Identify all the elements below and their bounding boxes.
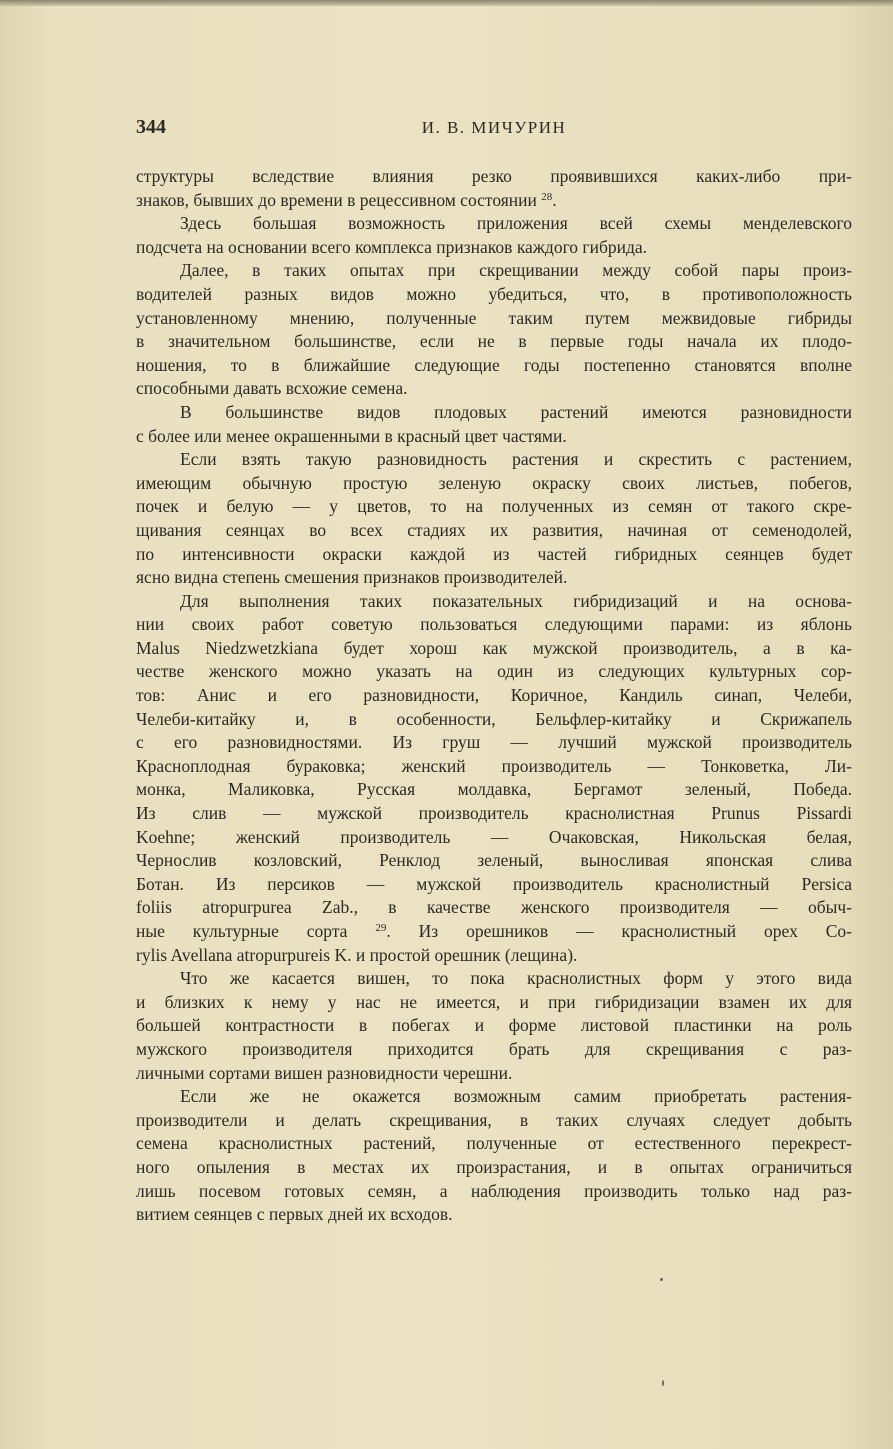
line-text: монка, Маликовка, Русская молдавка, Бергамот зеленый, Победа. <box>136 779 852 800</box>
text-line <box>136 165 852 189</box>
text-line <box>136 1085 852 1109</box>
text-line <box>136 307 852 331</box>
line-text: водителей разных видов можно убедиться, что, в противоположность <box>136 283 852 304</box>
text-line <box>136 283 852 307</box>
text-line <box>136 1038 852 1062</box>
text-line <box>136 1132 852 1156</box>
print-speck <box>660 1278 663 1281</box>
line-text: rylis Avellana atropurpureis K. и простой орешник (лещина). <box>136 944 578 965</box>
footnote-ref: 28 <box>541 190 553 203</box>
text-line <box>136 236 852 260</box>
text-line <box>136 708 852 732</box>
line-text: Челеби-китайку и, в особенности, Бельфлер-китайку и Скрижапель <box>136 708 852 729</box>
text-line <box>136 425 852 449</box>
text-line <box>136 660 852 684</box>
text-line <box>136 896 852 920</box>
text-line <box>136 495 852 519</box>
line-text: витием сеянцев с первых дней их всходов. <box>136 1204 453 1225</box>
text-line <box>136 1109 852 1133</box>
line-text: лишь посевом готовых семян, а наблюдения производить только над раз- <box>136 1180 852 1201</box>
text-line <box>136 566 852 590</box>
text-line <box>136 519 852 543</box>
line-text: Что же касается вишен, то пока краснолистных форм у этого вида <box>180 968 852 989</box>
line-text: ясно видна степень смешения признаков производителей. <box>136 567 568 588</box>
text-line <box>136 967 852 991</box>
text-line <box>136 212 852 236</box>
text-line <box>136 944 852 968</box>
text-line <box>136 259 852 283</box>
text-line <box>136 590 852 614</box>
text-line <box>136 1156 852 1180</box>
page-top-edge <box>0 0 893 6</box>
line-text: мужского производителя приходится брать для скрещивания с раз- <box>136 1038 852 1059</box>
text-line <box>136 613 852 637</box>
line-text: почек и белую — у цветов, то на полученных из семян от такого скре- <box>136 496 852 517</box>
running-title: И. В. МИЧУРИН <box>421 118 567 137</box>
line-text: по интенсивности окраски каждой из частей гибридных сеянцев будет <box>136 543 852 564</box>
text-line <box>136 778 852 802</box>
line-text: способными давать всхожие семена. <box>136 378 408 399</box>
text-line <box>136 1203 852 1227</box>
line-text: честве женского можно указать на один из следующих культурных сор- <box>136 661 852 682</box>
line-text: Если взять такую разновидность растения и скрестить с растением, <box>180 449 852 470</box>
line-text: установленному мнению, полученные таким путем межвидовые гибриды <box>136 307 852 328</box>
line-text: нии своих работ советую пользоваться следующими парами: из яблонь <box>136 614 852 635</box>
text-line <box>136 755 852 779</box>
print-speck <box>662 1380 664 1386</box>
text-line <box>136 849 852 873</box>
line-text: Здесь большая возможность приложения всей схемы менделевского <box>180 213 852 234</box>
line-text: с его разновидностями. Из груш — лучший мужской производитель <box>136 732 852 753</box>
line-text: Из слив — мужской производитель краснолистная Prunus Pissardi <box>136 803 852 824</box>
line-text-continued: . Из орешников — краснолистный орех Co- <box>386 921 852 941</box>
line-text: личными сортами вишен разновидности черешни. <box>136 1062 513 1083</box>
page-header <box>136 116 852 146</box>
line-text: Чернослив козловский, Ренклод зеленый, выносливая японская слива <box>136 850 852 871</box>
text-line <box>136 401 852 425</box>
line-text: в значительном большинстве, если не в первые годы начала их плодо- <box>136 331 852 352</box>
text-line <box>136 637 852 661</box>
text-line <box>136 1062 852 1086</box>
text-line <box>136 472 852 496</box>
line-text: с более или менее окрашенными в красный цвет частями. <box>136 425 567 446</box>
text-line <box>136 731 852 755</box>
footnote-ref: 29 <box>375 922 387 934</box>
line-text: производители и делать скрещивания, в таких случаях следует добыть <box>136 1109 852 1130</box>
text-line <box>136 802 852 826</box>
text-line <box>136 330 852 354</box>
text-line <box>136 1180 852 1204</box>
text-line <box>136 684 852 708</box>
text-line <box>136 1014 852 1038</box>
line-text: Далее, в таких опытах при скрещивании между собой пары произ- <box>180 260 852 281</box>
page-number: 344 <box>136 116 166 138</box>
text-line <box>136 377 852 401</box>
line-text: ного опыления в местах их произрастания, и в опытах ограничиться <box>136 1156 852 1177</box>
line-text: тов: Анис и его разновидности, Коричное, Кандиль синап, Челеби, <box>136 685 852 706</box>
line-text: знаков, бывших до времени в рецессивном состоянии <box>136 189 542 210</box>
text-line <box>136 543 852 567</box>
line-text: foliis atropurpurea Zab., в качестве женского производителя — обыч- <box>136 897 852 918</box>
text-line <box>136 189 852 213</box>
line-text: структуры вследствие влияния резко проявившихся каких-либо при- <box>136 166 852 186</box>
line-text: Koehne; женский производитель — Очаковская, Никольская белая, <box>136 826 852 847</box>
text-line <box>136 920 852 944</box>
line-text: и близких к нему у нас не имеется, и при гибридизации взамен их для <box>136 991 852 1012</box>
line-text: Для выполнения таких показательных гибридизаций и на основа- <box>180 590 852 611</box>
line-text: Краснoплодная бураковка; женский производитель — Тонковетка, Ли- <box>136 755 852 776</box>
line-text: щивания сеянцах во всех стадиях их развития, начиная от семенодолей, <box>136 519 852 540</box>
body-text <box>136 165 852 1227</box>
text-line <box>136 448 852 472</box>
line-text-continued: . <box>552 189 557 210</box>
line-text: Malus Niedzwetzkiana будет хорош как мужской производитель, а в ка- <box>136 637 852 658</box>
line-text: большей контрастности в побегах и форме листовой пластинки на роль <box>136 1015 852 1036</box>
text-line <box>136 991 852 1015</box>
text-line <box>136 826 852 850</box>
line-text: подсчета на основании всего комплекса признаков каждого гибрида. <box>136 236 648 257</box>
line-text: ношения, то в ближайшие следующие годы постепенно становятся вполне <box>136 354 852 375</box>
line-text: Ботан. Из персиков — мужской производитель краснолистный Persica <box>136 873 852 894</box>
line-text: Если же не окажется возможным самим приобретать растения- <box>180 1086 852 1107</box>
line-text: семена краснолистных растений, полученные от естественного перекрест- <box>136 1133 852 1154</box>
text-line <box>136 354 852 378</box>
line-text: В большинстве видов плодовых растений имеются разновидности <box>180 401 852 422</box>
text-line <box>136 873 852 897</box>
line-text: ные культурные сорта <box>136 921 376 941</box>
line-text: имеющим обычную простую зеленую окраску своих листьев, побегов, <box>136 472 852 493</box>
